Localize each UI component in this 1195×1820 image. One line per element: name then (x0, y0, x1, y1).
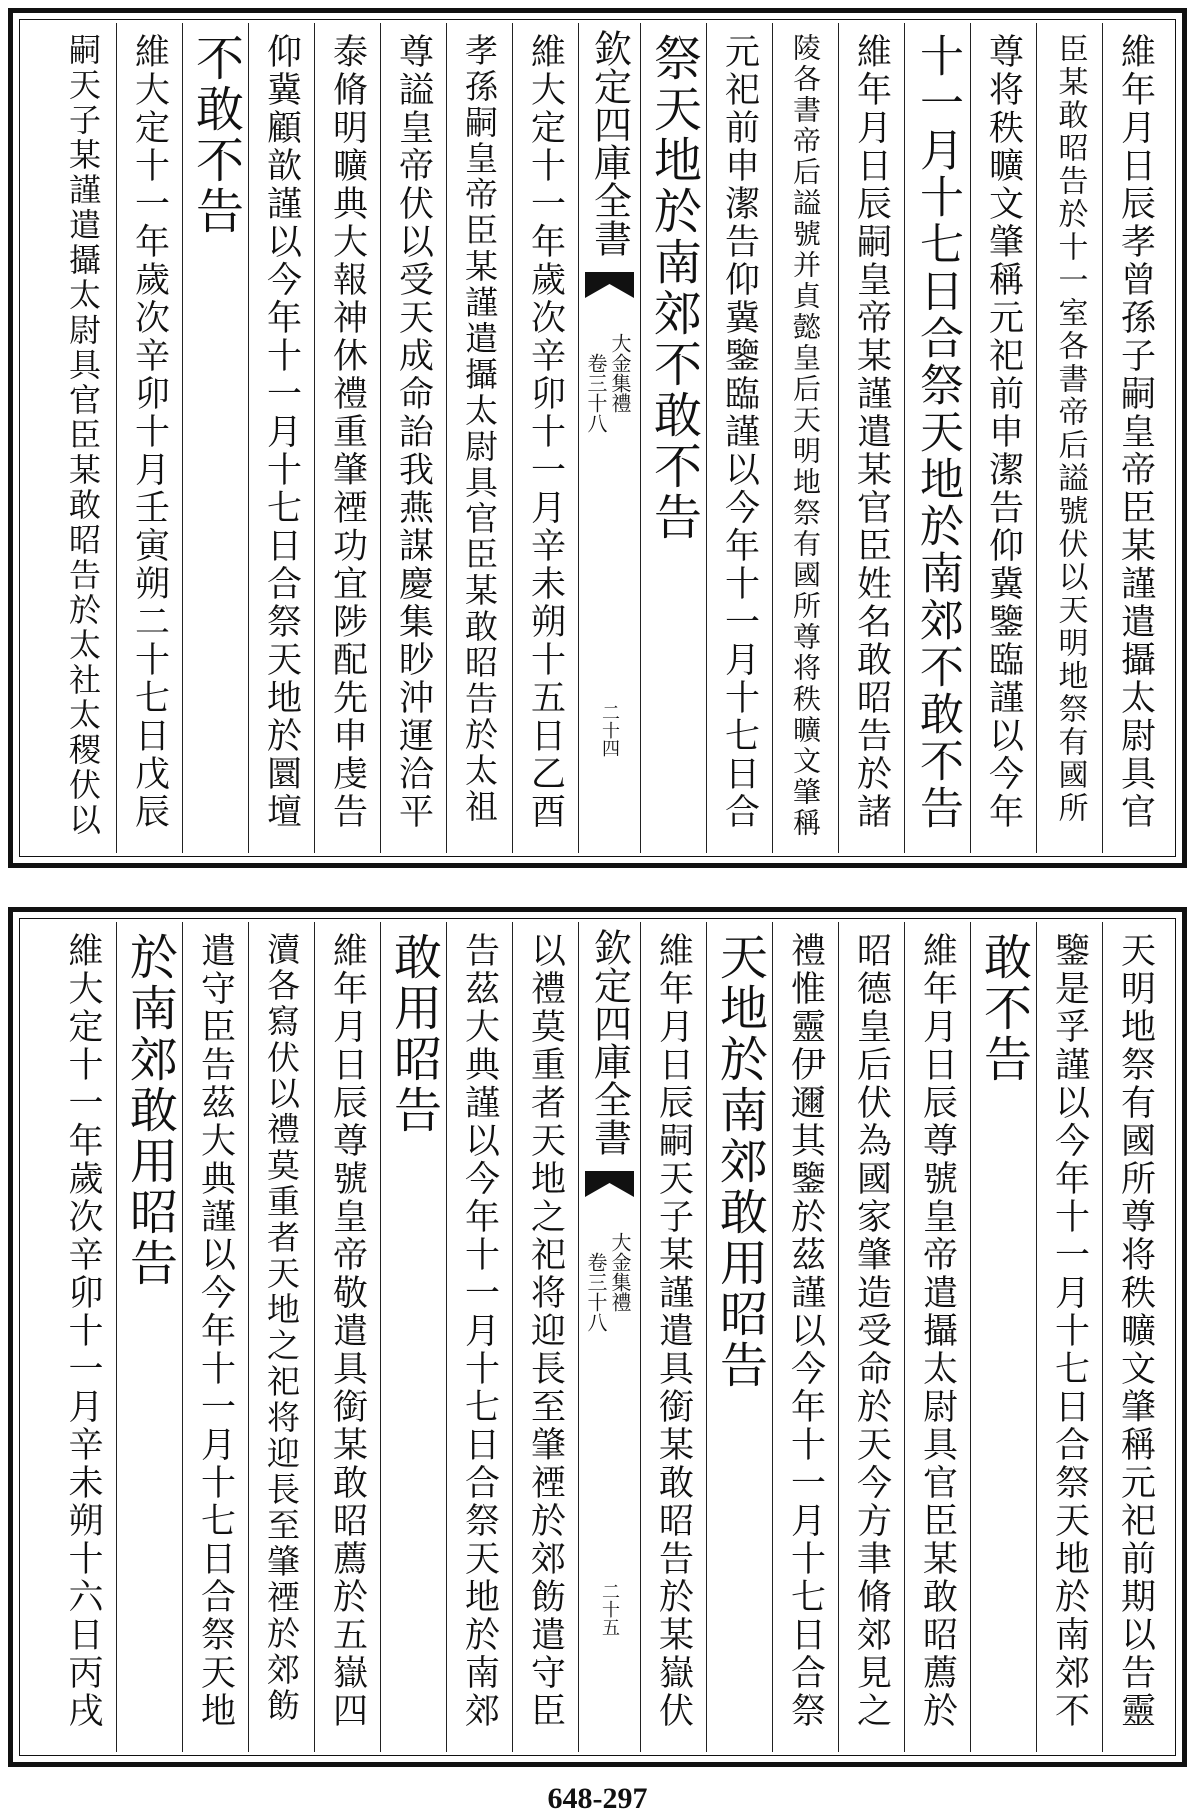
text-column (314, 922, 380, 1752)
text-column (838, 922, 904, 1752)
volume-label: 卷三十八 (584, 1252, 608, 1332)
text-column (182, 922, 248, 1752)
text-column (380, 922, 446, 1752)
column-text: 十一月十七日合祭天地於南郊不敢不告 (912, 33, 963, 832)
text-column (116, 922, 182, 1752)
column-text: 於南郊敢用昭告 (121, 932, 178, 1289)
page-number: 二十四 (599, 703, 620, 757)
text-column (970, 922, 1036, 1752)
text-column (512, 23, 578, 853)
text-column (50, 23, 116, 853)
text-column (248, 23, 314, 853)
text-column (772, 922, 838, 1752)
column-text: 維大定十一年歲次辛卯十一月辛未朔十六日丙戌 (63, 932, 103, 1730)
collection-label: 大金集禮 (608, 1232, 632, 1312)
column-text: 維大定十一年歲次辛卯十一月辛未朔十五日乙酉 (525, 33, 566, 831)
top-page (8, 8, 1187, 868)
column-text: 瀆各寫伏以禮莫重者天地之祀将迎長至肇禋於郊飭 (262, 932, 301, 1724)
text-column (446, 922, 512, 1752)
column-text: 以禮莫重者天地之祀将迎長至肇禋於郊飭遣守臣 (525, 932, 566, 1730)
text-column (838, 23, 904, 853)
footer-reference-number: 648-297 (547, 1782, 648, 1815)
book-title: 欽定四庫全書 (587, 29, 632, 257)
column-text: 昭德皇后伏為國家肇造受命於天今方聿脩郊見之 (851, 932, 892, 1730)
column-text: 維大定十一年歲次辛卯十月壬寅朔二十七日戊辰 (129, 33, 170, 831)
text-column (640, 23, 706, 853)
column-text: 祭天地於南郊不敢不告 (645, 33, 702, 543)
column-text: 泰脩明曠典大報神休禮重肇禋功宜陟配先申虔告 (327, 33, 368, 831)
collection-label: 大金集禮 (608, 333, 632, 413)
text-column (116, 23, 182, 853)
column-text: 敢用昭告 (385, 932, 442, 1136)
text-column (640, 922, 706, 1752)
text-column (314, 23, 380, 853)
column-text: 不敢不告 (187, 33, 244, 237)
text-column (50, 922, 116, 1752)
column-text: 鑒是孚謹以今年十一月十七日合祭天地於南郊不 (1049, 932, 1090, 1730)
bottom-page-columns (23, 922, 1172, 1752)
column-text: 天明地祭有國所尊将秩曠文肇稱元祀前期以告靈 (1115, 932, 1156, 1730)
text-column (182, 23, 248, 853)
column-text: 仰冀顧歆謹以今年十一月十七日合祭天地於圜壇 (261, 33, 302, 831)
text-column (446, 23, 512, 853)
text-column (1102, 23, 1168, 853)
column-text: 尊謚皇帝伏以受天成命詒我燕謀慶集眇沖運洽平 (393, 33, 434, 831)
text-column (706, 922, 772, 1752)
column-text: 天地於南郊敢用昭告 (711, 932, 768, 1391)
column-text: 告茲大典謹以今年十一月十七日合祭天地於南郊 (459, 932, 500, 1730)
top-page-columns (23, 23, 1172, 853)
column-text: 孝孫嗣皇帝臣某謹遣攝太尉具官臣某敢昭告於太祖 (460, 33, 499, 825)
text-column (706, 23, 772, 853)
text-column (1036, 23, 1102, 853)
text-column (1036, 922, 1102, 1752)
text-column (904, 23, 970, 853)
column-text: 臣某敢昭告於十一室各書帝后謚號伏以天明地祭有國所 (1052, 33, 1088, 825)
column-text: 維年月日辰尊號皇帝敬遣具銜某敢昭薦於五嶽四 (327, 932, 368, 1730)
column-text: 維年月日辰孝曾孫子嗣皇帝臣某謹遣攝太尉具官 (1115, 33, 1156, 831)
page-number: 二十五 (599, 1582, 620, 1636)
bottom-page (8, 907, 1187, 1767)
text-column (970, 23, 1036, 853)
column-text: 禮惟靈伊邇其鑒於茲謹以今年十一月十七日合祭 (785, 932, 826, 1730)
text-column (904, 922, 970, 1752)
fish-tail-ornament (585, 1167, 634, 1203)
text-column (772, 23, 838, 853)
center-spine (578, 23, 640, 853)
text-column (380, 23, 446, 853)
column-text: 敢不告 (975, 932, 1032, 1085)
column-text: 嗣天子某謹遣攝太尉具官臣某敢昭告於太社太稷伏以 (64, 33, 102, 838)
column-text: 尊将秩曠文肇稱元祀前申潔告仰冀鑒臨謹以今年 (983, 33, 1024, 831)
fish-tail-ornament (585, 268, 634, 304)
column-text: 維年月日辰嗣天子某謹遣具銜某敢昭告於某嶽伏 (653, 932, 694, 1730)
text-column (512, 922, 578, 1752)
column-text: 遣守臣告茲大典謹以今年十一月十七日合祭天地 (195, 932, 236, 1730)
center-spine (578, 922, 640, 1752)
book-title: 欽定四庫全書 (587, 928, 632, 1156)
column-text: 元祀前申潔告仰冀鑒臨謹以今年十一月十七日合 (719, 33, 760, 831)
text-column (1102, 922, 1168, 1752)
text-column (248, 922, 314, 1752)
column-text: 陵各書帝后謚號并貞懿皇后天明地祭有國所尊将秩曠文肇稱 (789, 33, 822, 839)
column-text: 維年月日辰嗣皇帝某謹遣某官臣姓名敢昭告於諸 (851, 33, 892, 831)
column-text: 維年月日辰尊號皇帝遣攝太尉具官臣某敢昭薦於 (917, 932, 958, 1730)
volume-label: 卷三十八 (584, 353, 608, 433)
